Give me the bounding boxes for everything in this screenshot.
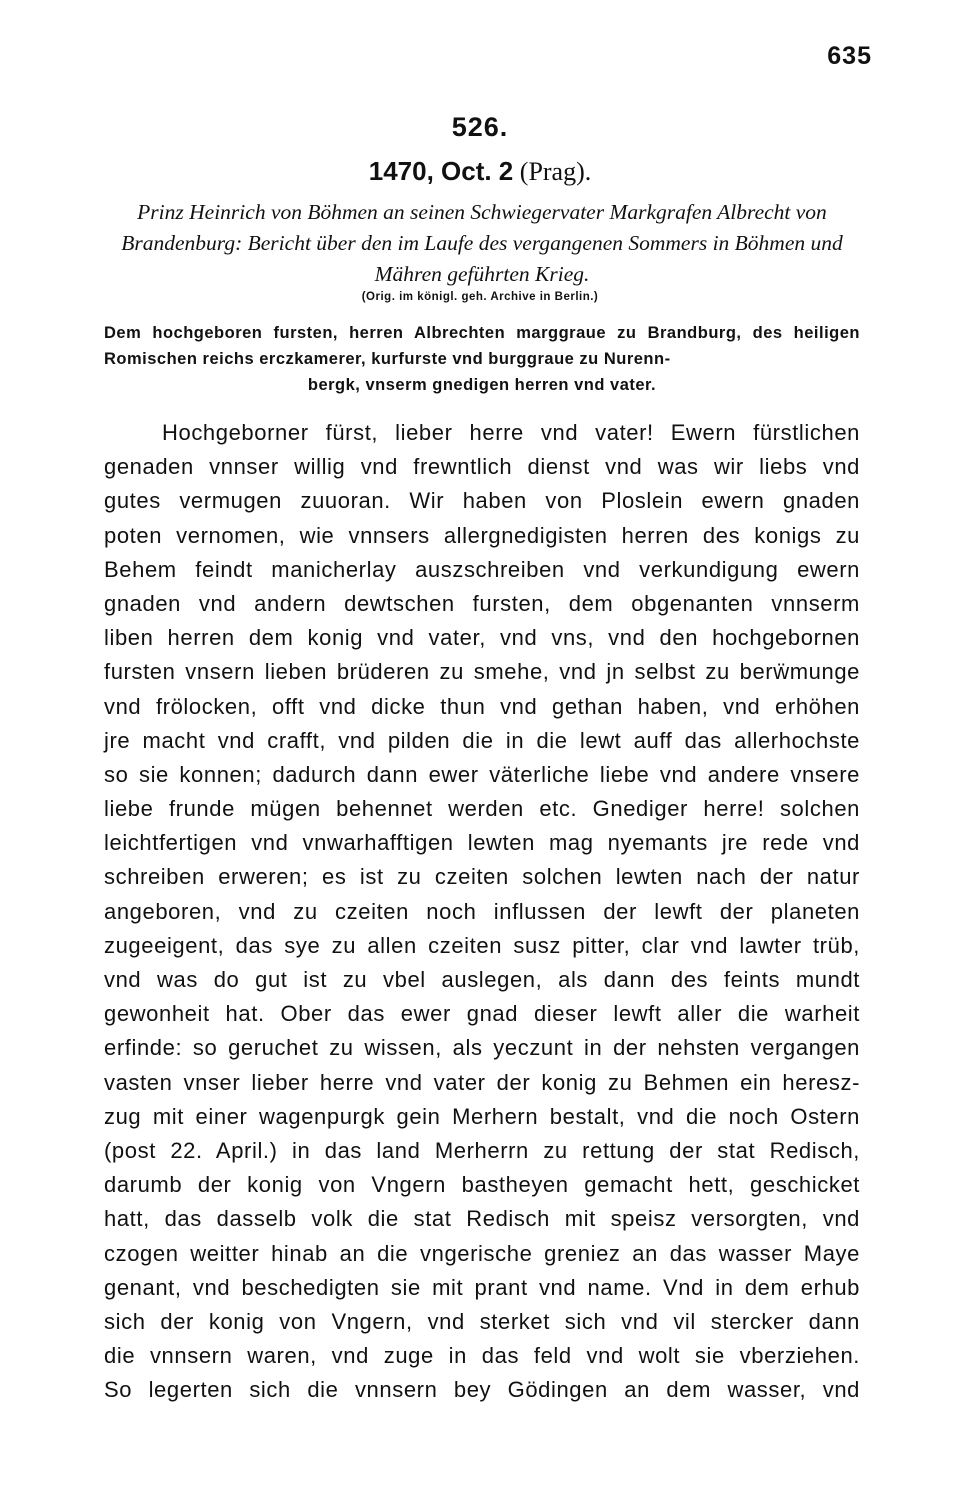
body-line: So legerten sich die vnnsern bey Gödingen an dem wasser, vnd	[104, 1377, 860, 1403]
body-line: zugeeigent, das sye zu allen czeiten susz pitter, clar vnd lawter trüb,	[104, 932, 860, 958]
body-line: genaden vnnser willig vnd frewntlich dienst vnd was wir liebs vnd	[104, 454, 860, 480]
body-line: vnd frölocken, offt vnd dicke thun vnd gethan haben, vnd erhöhen	[104, 693, 860, 719]
body-line: zug mit einer wagenpurgk gein Merhern bestalt, vnd die noch Ostern	[104, 1103, 860, 1129]
body-line: schreiben erweren; es ist zu czeiten solchen lewten nach der natur	[104, 864, 860, 890]
date-place: (Prag).	[519, 157, 592, 186]
body-line: gnaden vnd andern dewtschen fursten, dem obgenanten vnnserm	[104, 590, 860, 616]
body-line: poten vernomen, wie vnnsers allergnedigisten herren des konigs zu	[104, 522, 860, 548]
body-line: leichtfertigen vnd vnwarhafftigen lewten mag nyemants jre rede vnd	[104, 830, 860, 856]
body-line: vasten vnser lieber herre vnd vater der konig zu Behmen ein heresz-	[104, 1069, 860, 1095]
body-line: so sie konnen; dadurch dann ewer väterliche liebe vnd andere vnsere	[104, 761, 860, 787]
body-line: (post 22. April.) in das land Merherrn zu rettung der stat Redisch,	[104, 1137, 860, 1163]
body-line: fursten vnsern lieben brüderen zu smehe, vnd jn selbst zu berẅmunge	[104, 659, 860, 685]
date-line	[0, 156, 960, 187]
document-number: 526.	[451, 112, 509, 142]
letter-address	[104, 320, 860, 398]
page-number: 635	[827, 42, 872, 70]
body-line: liben herren dem konig vnd vater, vnd vns, vnd den hochgebornen	[104, 625, 860, 651]
address-last-line: bergk, vnserm gnedigen herren vnd vater.	[307, 376, 657, 394]
body-line: hatt, das dasselb volk die stat Redisch mit speisz versorgten, vnd	[104, 1206, 860, 1232]
body-line: gutes vermugen zuuoran. Wir haben von Ploslein ewern gnaden	[104, 488, 860, 514]
body-line: czogen weitter hinab an die vngerische greniez an das wasser Maye	[104, 1240, 860, 1266]
body-line: vnd was do gut ist zu vbel auslegen, als dann des feints mundt	[104, 967, 860, 992]
body-line: darumb der konig von Vngern bastheyen gemacht hett, geschicket	[104, 1172, 860, 1198]
date-year-month: 1470, Oct. 2	[368, 156, 514, 186]
body-line: gewonheit hat. Ober das ewer gnad dieser lewft aller die warheit	[104, 1001, 860, 1027]
body-line: Behem feindt manicherlay auszschreiben vnd verkundigung ewern	[104, 556, 860, 582]
body-line: erfinde: so geruchet zu wissen, als yeczunt in der nehsten vergangen	[104, 1035, 860, 1061]
address-text: Dem hochgeboren fursten, herren Albrechten marggraue zu Brandburg, des heiligen Romischen reichs erczkamerer, kurfurste vnd burggraue zu Nurenn-	[104, 324, 860, 368]
body-line: genant, vnd beschedigten sie mit prant vnd name. Vnd in dem erhub	[104, 1274, 860, 1300]
body-line: sich der konig von Vngern, vnd sterket sich vnd vil stercker dann	[104, 1308, 860, 1334]
body-line: liebe frunde mügen behennet werden etc. Gnediger herre! solchen	[104, 796, 860, 822]
body-line: jre macht vnd crafft, vnd pilden die in die lewt auff das allerhochste	[104, 727, 860, 753]
body-line: Hochgeborner fürst, lieber herre vnd vater! Ewern fürstlichen	[162, 420, 860, 445]
archive-source: (Orig. im königl. geh. Archive in Berlin.)	[361, 291, 599, 303]
letter-body	[104, 416, 860, 1407]
body-line: angeboren, vnd zu czeiten noch influssen der lewft der planeten	[104, 898, 860, 924]
document-summary: Prinz Heinrich von Böhmen an seinen Schwiegervater Markgrafen Albrecht von Brandenburg: Bericht über den im Laufe des vergangenen Sommers in Böhmen und Mähren geführten Krieg.	[121, 200, 843, 286]
body-line: die vnnsern waren, vnd zuge in das feld vnd wolt sie vberziehen.	[104, 1343, 860, 1369]
